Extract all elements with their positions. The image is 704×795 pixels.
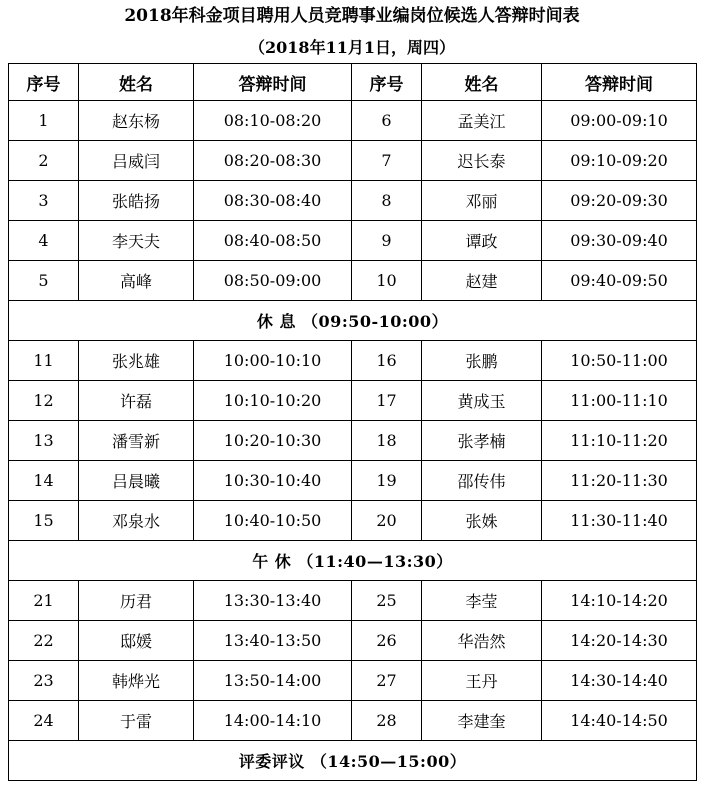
cell-time-left: 14:00-14:10: [194, 701, 352, 741]
break-row: [9, 301, 697, 341]
cell-name-right: 张孝楠: [422, 421, 542, 461]
cell-seq-right: 16: [352, 341, 422, 381]
cell-name-right: 孟美江: [422, 101, 542, 141]
cell-name-left: 张兆雄: [79, 341, 194, 381]
cell-seq-left: 23: [9, 661, 79, 701]
cell-name-left: 历君: [79, 581, 194, 621]
cell-time-left: 08:20-08:30: [194, 141, 352, 181]
cell-time-right: 14:40-14:50: [542, 701, 697, 741]
header-no-left: 序号: [9, 64, 79, 101]
cell-time-right: 14:10-14:20: [542, 581, 697, 621]
cell-name-right: 张姝: [422, 501, 542, 541]
cell-time-left: 10:20-10:30: [194, 421, 352, 461]
cell-seq-right: 19: [352, 461, 422, 501]
cell-seq-left: 5: [9, 261, 79, 301]
cell-seq-left: 14: [9, 461, 79, 501]
cell-time-right: 09:40-09:50: [542, 261, 697, 301]
break-label: 休 息 （09:50-10:00）: [9, 301, 697, 341]
cell-time-right: 09:30-09:40: [542, 221, 697, 261]
cell-seq-left: 21: [9, 581, 79, 621]
table-row: [9, 461, 697, 501]
table-row: [9, 261, 697, 301]
cell-seq-left: 12: [9, 381, 79, 421]
document-title: 2018年科金项目聘用人员竞聘事业编岗位候选人答辩时间表: [124, 6, 580, 26]
cell-seq-right: 25: [352, 581, 422, 621]
cell-name-right: 赵建: [422, 261, 542, 301]
table-row: [9, 141, 697, 181]
cell-time-left: 13:50-14:00: [194, 661, 352, 701]
cell-time-left: 08:10-08:20: [194, 101, 352, 141]
cell-seq-left: 15: [9, 501, 79, 541]
table-row: [9, 661, 697, 701]
table-row: [9, 621, 697, 661]
cell-name-left: 吕威闫: [79, 141, 194, 181]
schedule-body: [9, 101, 697, 781]
cell-name-right: 邓丽: [422, 181, 542, 221]
cell-seq-right: 9: [352, 221, 422, 261]
cell-name-left: 邸媛: [79, 621, 194, 661]
cell-name-right: 李建奎: [422, 701, 542, 741]
table-row: [9, 421, 697, 461]
cell-name-left: 李天夫: [79, 221, 194, 261]
cell-seq-right: 8: [352, 181, 422, 221]
cell-time-left: 13:30-13:40: [194, 581, 352, 621]
cell-name-left: 赵东杨: [79, 101, 194, 141]
cell-name-left: 吕晨曦: [79, 461, 194, 501]
cell-time-right: 11:10-11:20: [542, 421, 697, 461]
cell-name-right: 华浩然: [422, 621, 542, 661]
cell-name-left: 张皓扬: [79, 181, 194, 221]
cell-time-right: 11:00-11:10: [542, 381, 697, 421]
cell-seq-right: 20: [352, 501, 422, 541]
cell-time-right: 14:30-14:40: [542, 661, 697, 701]
cell-time-right: 11:20-11:30: [542, 461, 697, 501]
cell-name-left: 邓泉水: [79, 501, 194, 541]
cell-seq-right: 28: [352, 701, 422, 741]
cell-seq-right: 18: [352, 421, 422, 461]
cell-seq-right: 27: [352, 661, 422, 701]
table-row: [9, 381, 697, 421]
cell-name-left: 潘雪新: [79, 421, 194, 461]
cell-name-right: 黄成玉: [422, 381, 542, 421]
cell-time-left: 08:50-09:00: [194, 261, 352, 301]
cell-name-right: 邵传伟: [422, 461, 542, 501]
schedule-table: [8, 63, 697, 781]
cell-seq-left: 24: [9, 701, 79, 741]
cell-name-right: 李莹: [422, 581, 542, 621]
cell-time-left: 10:40-10:50: [194, 501, 352, 541]
header-time-right: 答辩时间: [542, 64, 697, 101]
cell-name-left: 高峰: [79, 261, 194, 301]
cell-name-left: 许磊: [79, 381, 194, 421]
cell-seq-left: 4: [9, 221, 79, 261]
cell-seq-left: 13: [9, 421, 79, 461]
document-subtitle: （2018年11月1日，周四）: [249, 38, 455, 57]
header-name-left: 姓名: [79, 64, 194, 101]
cell-time-right: 09:10-09:20: [542, 141, 697, 181]
cell-seq-right: 7: [352, 141, 422, 181]
header-name-right: 姓名: [422, 64, 542, 101]
break-row: [9, 741, 697, 781]
table-row: [9, 181, 697, 221]
cell-name-right: 谭政: [422, 221, 542, 261]
cell-seq-right: 6: [352, 101, 422, 141]
cell-seq-right: 26: [352, 621, 422, 661]
table-row: [9, 581, 697, 621]
table-row: [9, 341, 697, 381]
break-row: [9, 541, 697, 581]
cell-time-left: 13:40-13:50: [194, 621, 352, 661]
cell-seq-left: 2: [9, 141, 79, 181]
cell-time-left: 10:10-10:20: [194, 381, 352, 421]
cell-time-left: 08:40-08:50: [194, 221, 352, 261]
cell-seq-left: 1: [9, 101, 79, 141]
cell-time-left: 08:30-08:40: [194, 181, 352, 221]
header-no-right: 序号: [352, 64, 422, 101]
cell-name-left: 于雷: [79, 701, 194, 741]
cell-time-right: 09:20-09:30: [542, 181, 697, 221]
cell-seq-left: 3: [9, 181, 79, 221]
table-row: [9, 701, 697, 741]
cell-time-right: 09:00-09:10: [542, 101, 697, 141]
table-row: [9, 501, 697, 541]
cell-time-left: 10:30-10:40: [194, 461, 352, 501]
break-label: 评委评议 （14:50—15:00）: [9, 741, 697, 781]
cell-name-right: 张鹏: [422, 341, 542, 381]
cell-name-right: 王丹: [422, 661, 542, 701]
cell-seq-left: 22: [9, 621, 79, 661]
break-label: 午 休 （11:40—13:30）: [9, 541, 697, 581]
table-row: [9, 221, 697, 261]
cell-name-right: 迟长泰: [422, 141, 542, 181]
cell-time-right: 11:30-11:40: [542, 501, 697, 541]
cell-name-left: 韩烨光: [79, 661, 194, 701]
cell-time-right: 10:50-11:00: [542, 341, 697, 381]
cell-seq-right: 17: [352, 381, 422, 421]
cell-time-right: 14:20-14:30: [542, 621, 697, 661]
cell-time-left: 10:00-10:10: [194, 341, 352, 381]
table-row: [9, 101, 697, 141]
cell-seq-right: 10: [352, 261, 422, 301]
cell-seq-left: 11: [9, 341, 79, 381]
header-time-left: 答辩时间: [194, 64, 352, 101]
table-header-row: [9, 64, 697, 101]
